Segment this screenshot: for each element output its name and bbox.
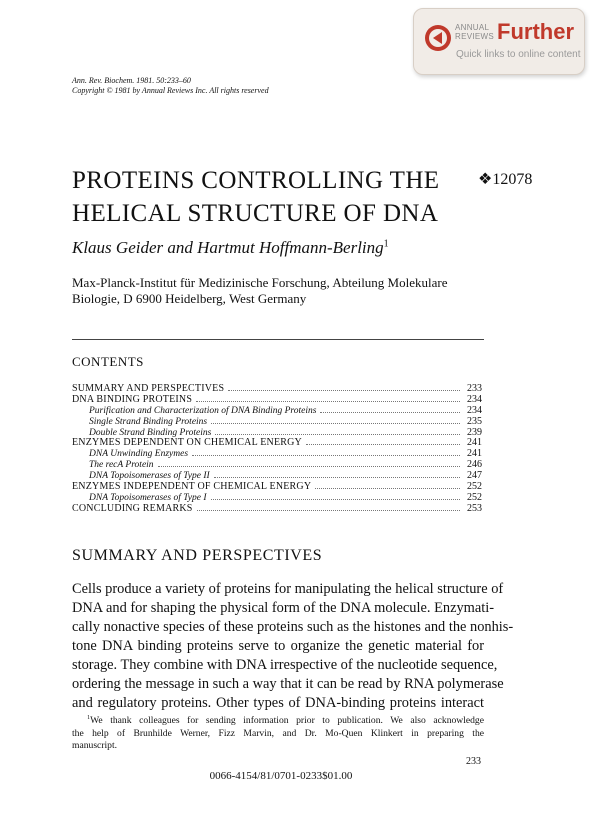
toc-entry[interactable]: [72, 405, 482, 416]
section-heading: SUMMARY AND PERSPECTIVES: [72, 547, 323, 564]
toc-entry[interactable]: [72, 448, 482, 459]
toc-leader-dots: [196, 394, 460, 402]
toc-entry-label: ENZYMES DEPENDENT ON CHEMICAL ENERGY: [72, 437, 302, 449]
body-line: and regulatory proteins. Other types of DNA-binding proteins interact: [72, 695, 484, 711]
toc-entry-page: 253: [467, 502, 482, 514]
price-code-line: [0, 770, 598, 782]
toc-leader-dots: [197, 503, 460, 511]
further-banner[interactable]: [413, 8, 585, 75]
footnote-mark: 1: [87, 715, 91, 721]
footnote-line2: the help of Brunhilde Werner, Fizz Marvin, and Dr. Mo-Quen Klinkert in preparing the: [72, 727, 484, 739]
toc-entry-label: Single Strand Binding Proteins: [89, 416, 208, 427]
author-footnote-mark: 1: [383, 238, 389, 250]
toc-entry-label: CONCLUDING REMARKS: [72, 502, 193, 514]
toc-entry-page: 247: [467, 470, 482, 482]
toc-entry-label: DNA BINDING PROTEINS: [72, 393, 193, 405]
toc-entry-page: 252: [467, 481, 482, 493]
journal-citation: [72, 76, 269, 96]
toc-entry-page: 233: [467, 383, 482, 394]
toc-entry-page: 241: [467, 437, 482, 449]
contents-heading: CONTENTS: [72, 354, 144, 369]
toc-entry-label: ENZYMES INDEPENDENT OF CHEMICAL ENERGY: [72, 481, 312, 493]
body-paragraph: [72, 580, 514, 713]
article-title-line1: PROTEINS CONTROLLING THE: [72, 167, 440, 194]
toc-leader-dots: [158, 459, 460, 467]
toc-entry-page: 234: [467, 393, 482, 405]
body-line: cally nonactive species of these proteins such as the histones and the nonhis-: [72, 619, 514, 635]
body-line: Cells produce a variety of proteins for manipulating the helical structure of: [72, 581, 504, 597]
footnote-line3: manuscript.: [72, 740, 118, 751]
toc-leader-dots: [215, 427, 460, 435]
article-title-line2: HELICAL STRUCTURE OF DNA: [72, 200, 439, 227]
toc-entry[interactable]: [72, 394, 482, 405]
toc-entry-page: 234: [467, 404, 482, 416]
toc-entry-label: DNA Unwinding Enzymes: [89, 449, 189, 460]
toc-entry-page: 235: [467, 415, 482, 427]
toc-entry-label: DNA Topoisomerases of Type I: [89, 492, 207, 503]
affiliation-line2: Biologie, D 6900 Heidelberg, West Germany: [72, 291, 307, 306]
toc-leader-dots: [315, 481, 460, 489]
footnote-line1-text: We thank colleagues for sending information prior to publication. We also acknowledge: [90, 715, 484, 727]
body-line: DNA and for shaping the physical form of the DNA molecule. Enzymati-: [72, 600, 495, 616]
article-code: ❖12078: [478, 171, 533, 188]
toc-entry-label: Purification and Characterization of DNA Binding Proteins: [89, 405, 317, 416]
header-divider: [72, 339, 484, 340]
journal-copyright: Copyright © 1981 by Annual Reviews Inc. All rights reserved: [72, 86, 269, 95]
banner-brand-line2: REVIEWS: [455, 32, 494, 41]
toc-entry-label: SUMMARY AND PERSPECTIVES: [72, 383, 225, 394]
banner-brand: [455, 23, 494, 41]
author-names: Klaus Geider and Hartmut Hoffmann-Berling: [72, 238, 384, 257]
footnote: [72, 712, 484, 752]
affiliation-line1: Max-Planck-Institut für Medizinische Forschung, Abteilung Molekulare: [72, 275, 448, 290]
article-title: [72, 164, 439, 230]
toc-entry-label: The recA Protein: [89, 460, 154, 471]
toc-entry-label: Double Strand Binding Proteins: [89, 427, 212, 438]
price-code: 0066-4154/81/0701-0233$01.00: [209, 770, 353, 782]
body-line: tone DNA binding proteins serve to organize the genetic material for: [72, 638, 484, 654]
toc-entry-page: 241: [467, 448, 482, 460]
banner-quick-links[interactable]: Quick links to online content: [456, 49, 581, 60]
page-number: 233: [466, 756, 481, 767]
toc-entry-page: 246: [467, 459, 482, 471]
toc-leader-dots: [306, 437, 460, 445]
toc-entry-label: DNA Topoisomerases of Type II: [89, 471, 210, 482]
toc-leader-dots: [320, 405, 460, 413]
toc-entry[interactable]: [72, 470, 482, 481]
banner-brand-line1: ANNUAL: [455, 23, 490, 32]
toc-entry[interactable]: [72, 492, 482, 503]
affiliation: [72, 275, 447, 307]
toc-entry-page: 252: [467, 491, 482, 503]
toc-entry[interactable]: [72, 383, 482, 394]
footnote-line1: [72, 712, 484, 728]
authors: [72, 238, 389, 258]
toc-entry[interactable]: [72, 437, 482, 448]
toc-leader-dots: [214, 470, 460, 478]
toc-entry[interactable]: [72, 416, 482, 427]
annual-reviews-logo-icon: [424, 24, 452, 52]
table-of-contents: [72, 383, 482, 514]
toc-entry[interactable]: [72, 503, 482, 514]
toc-leader-dots: [211, 492, 460, 500]
toc-leader-dots: [228, 383, 460, 391]
toc-entry[interactable]: [72, 427, 482, 438]
toc-entry-page: 239: [467, 426, 482, 438]
banner-further-label[interactable]: Further: [497, 19, 574, 44]
body-line: storage. They combine with DNA irrespective of the nucleotide sequence,: [72, 657, 498, 673]
toc-entry[interactable]: [72, 481, 482, 492]
toc-leader-dots: [211, 416, 460, 424]
toc-leader-dots: [192, 448, 460, 456]
toc-entry[interactable]: [72, 459, 482, 470]
journal-citation-line1: Ann. Rev. Biochem. 1981. 50:233–60: [72, 76, 191, 85]
body-line: ordering the message in such a way that it can be read by RNA polymerase: [72, 676, 504, 692]
